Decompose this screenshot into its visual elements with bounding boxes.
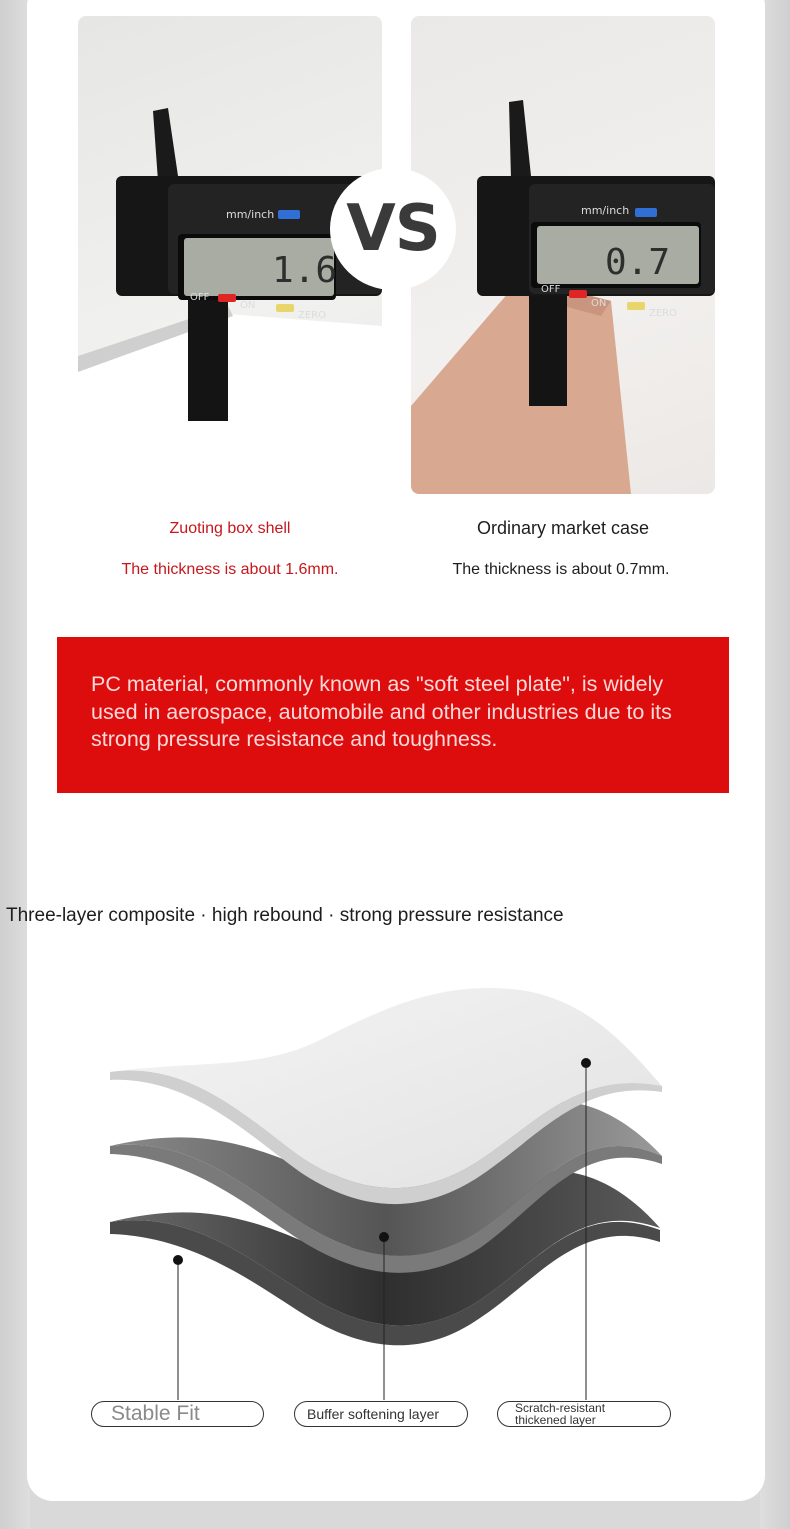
caliper-right-on: ON bbox=[591, 298, 607, 309]
label-stable-fit-text: Stable Fit bbox=[111, 1402, 200, 1425]
label-scratch-layer-line1: Scratch-resistant bbox=[515, 1401, 606, 1415]
label-scratch-layer bbox=[497, 1401, 671, 1427]
left-thickness-note: The thickness is about 1.6mm. bbox=[121, 561, 339, 578]
caliper-left-unit: mm/inch bbox=[226, 208, 275, 221]
label-stable-fit bbox=[91, 1401, 264, 1427]
caliper-left-off: OFF bbox=[190, 292, 210, 303]
caliper-right-reading: 0.7 bbox=[605, 242, 671, 283]
caliper-right-unit: mm/inch bbox=[581, 204, 630, 217]
caliper-left-on: ON bbox=[240, 300, 256, 311]
right-title: Ordinary market case bbox=[476, 518, 650, 538]
label-scratch-layer-line2: thickened layer bbox=[515, 1413, 596, 1427]
caliper-left-reading: 1.6 bbox=[272, 250, 338, 291]
material-banner bbox=[57, 637, 729, 793]
photo-ordinary-case bbox=[411, 16, 715, 494]
left-title: Zuoting box shell bbox=[169, 520, 291, 537]
label-buffer-layer-text: Buffer softening layer bbox=[307, 1406, 440, 1422]
caliper-right-zero: ZERO bbox=[649, 308, 677, 319]
caliper-right-off: OFF bbox=[541, 284, 561, 295]
layer-diagram bbox=[0, 960, 790, 1420]
vs-badge: VS bbox=[330, 168, 456, 290]
banner-text: PC material, commonly known as "soft steel plate", is widely used in aerospace, automobile and other industries due to its strong pressure resistance and toughness. bbox=[91, 672, 672, 751]
caliper-left-zero: ZERO bbox=[298, 310, 326, 321]
caliper-right-illustration bbox=[411, 16, 715, 494]
right-thickness-note: The thickness is about 0.7mm. bbox=[452, 561, 670, 578]
label-buffer-layer bbox=[294, 1401, 468, 1427]
structure-headline: Three-layer composite · high rebound · strong pressure resistance bbox=[6, 905, 564, 926]
